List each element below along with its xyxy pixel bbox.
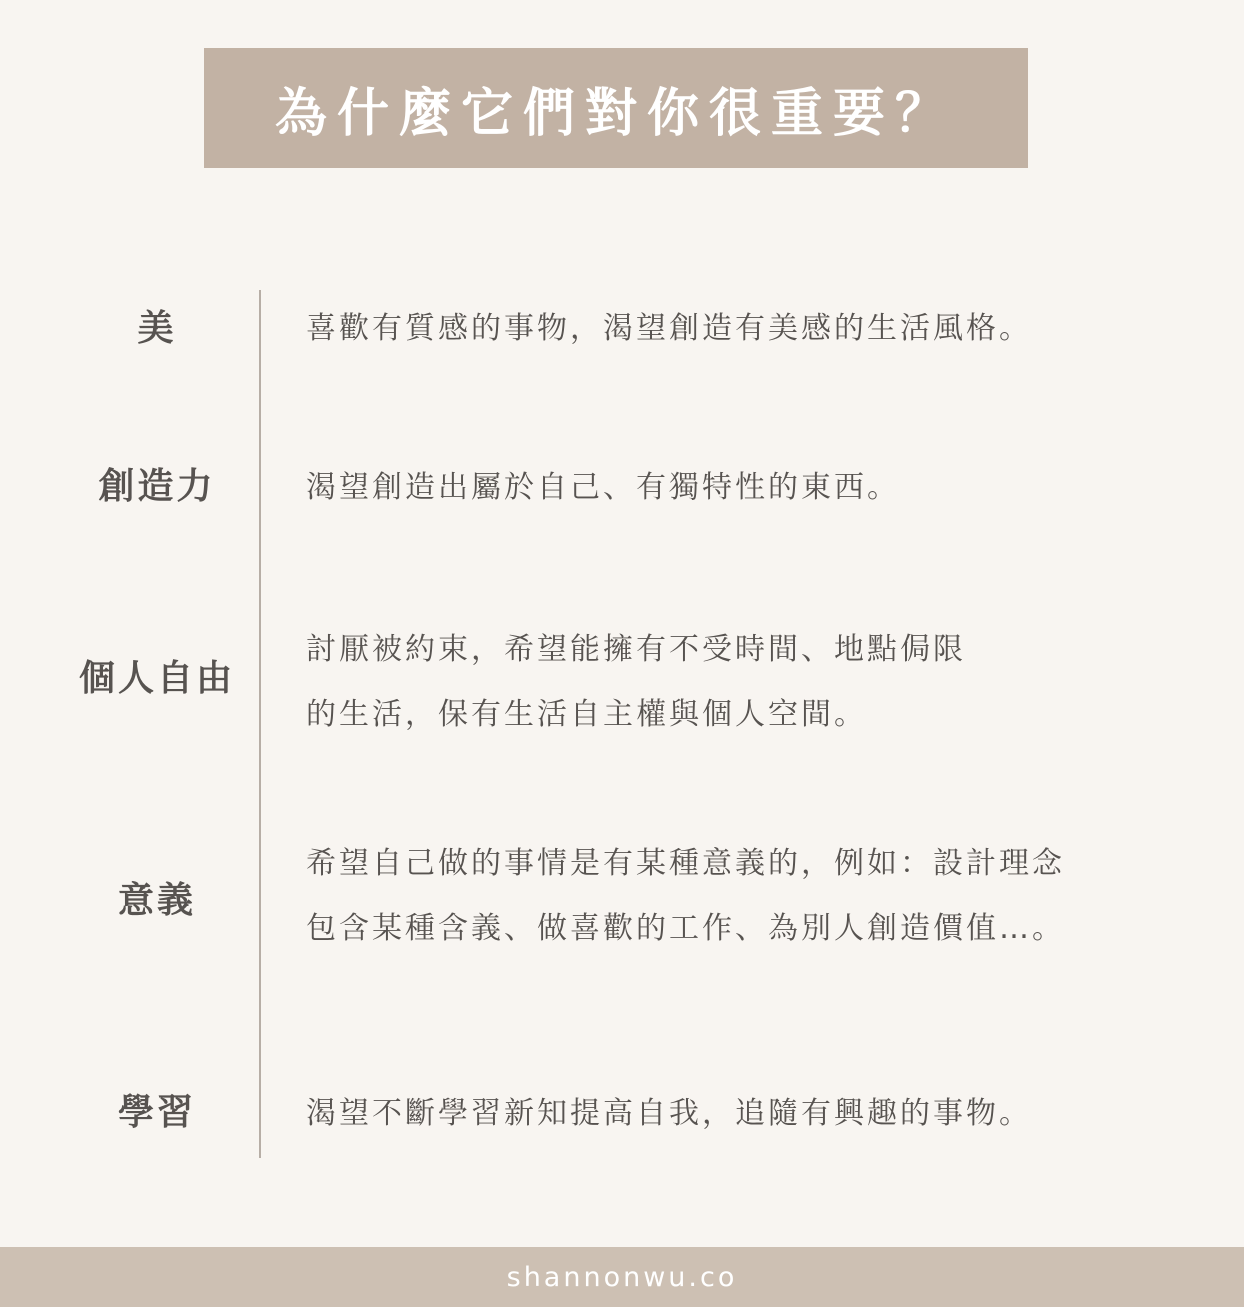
description-line: 的生活，保有生活自主權與個人空間。 — [306, 697, 867, 732]
value-label-beauty: 美 — [137, 307, 177, 349]
value-description-learning — [306, 1081, 1206, 1146]
value-label-learning: 學習 — [117, 1091, 196, 1133]
description-line: 渴望創造出屬於自己、有獨特性的東西。 — [306, 470, 900, 505]
value-label-personal-freedom: 個人自由 — [78, 657, 235, 699]
value-description-creativity — [306, 455, 1206, 520]
value-description-personal-freedom — [306, 617, 1206, 747]
footer-bar — [0, 1247, 1244, 1307]
value-description-beauty — [306, 296, 1206, 361]
description-line: 希望自己做的事情是有某種意義的，例如：設計理念 — [306, 846, 1065, 881]
description-line: 渴望不斷學習新知提高自我，追隨有興趣的事物。 — [306, 1096, 1032, 1131]
value-label-creativity: 創造力 — [98, 465, 216, 507]
value-description-meaning — [306, 831, 1206, 961]
page-title: 為什麼它們對你很重要？ — [274, 82, 957, 144]
description-line: 討厭被約束，希望能擁有不受時間、地點侷限 — [306, 632, 966, 667]
value-label-meaning: 意義 — [117, 879, 196, 921]
title-banner — [204, 48, 1028, 168]
description-line: 包含某種含義、做喜歡的工作、為別人創造價值…。 — [306, 911, 1065, 946]
vertical-divider — [259, 290, 261, 1158]
footer-website: shannonwu.co — [506, 1261, 738, 1293]
description-line: 喜歡有質感的事物，渴望創造有美感的生活風格。 — [306, 311, 1032, 346]
